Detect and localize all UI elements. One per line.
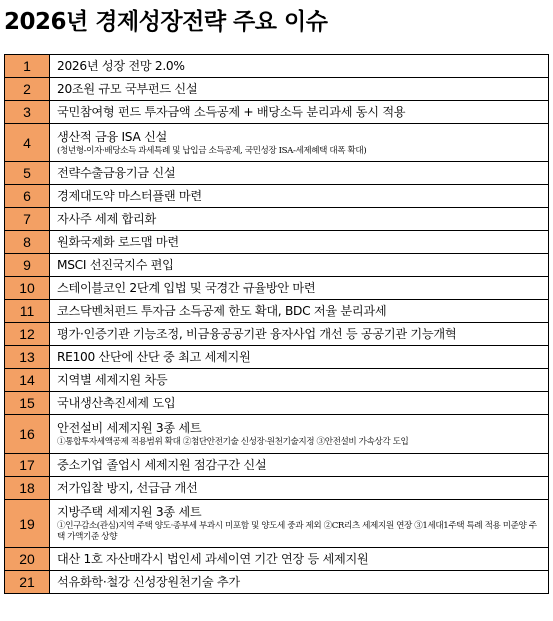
issue-cell [50, 277, 549, 300]
issue-cell [50, 392, 549, 415]
issue-cell [50, 300, 549, 323]
issue-number: 11 [5, 300, 50, 323]
issue-text: 국내생산촉진세제 도입 [57, 396, 176, 410]
issue-detail: (청년형-이자·배당소득 과세특례 및 납입금 소득공제, 국민성장 ISA-세제혜택 대폭 확대) [57, 145, 367, 156]
issue-number: 17 [5, 454, 50, 477]
issue-cell [50, 346, 549, 369]
issue-text: 스테이블코인 2단계 입법 및 국경간 규율방안 마련 [57, 281, 316, 295]
issue-text: 생산적 금융 ISA 신설 [57, 129, 168, 144]
issue-cell [50, 231, 549, 254]
issue-number: 7 [5, 208, 50, 231]
issue-number: 4 [5, 124, 50, 162]
issues-table-body [5, 55, 549, 594]
issue-row [5, 254, 549, 277]
issue-number: 19 [5, 500, 50, 548]
issue-text: MSCI 선진국지수 편입 [57, 258, 174, 272]
issue-number: 18 [5, 477, 50, 500]
issue-row [5, 369, 549, 392]
issue-number: 2 [5, 78, 50, 101]
issue-cell [50, 454, 549, 477]
issue-row [5, 323, 549, 346]
issue-row [5, 162, 549, 185]
issue-cell [50, 208, 549, 231]
issue-number: 1 [5, 55, 50, 78]
issue-row [5, 300, 549, 323]
issue-number: 9 [5, 254, 50, 277]
issue-text: 전략수출금융기금 신설 [57, 166, 176, 180]
issue-number: 15 [5, 392, 50, 415]
issue-row [5, 477, 549, 500]
issue-text: 저가입찰 방지, 선급금 개선 [57, 481, 198, 495]
issue-detail: ①통합투자세액공제 적용범위 확대 ②첨단안전기술 신성장·원천기술지정 ③안전설비 가속상각 도입 [57, 437, 409, 447]
issue-cell [50, 415, 549, 454]
issue-cell [50, 162, 549, 185]
issue-row [5, 346, 549, 369]
issue-number: 20 [5, 548, 50, 571]
issue-text: 경제대도약 마스터플랜 마련 [57, 189, 202, 203]
issue-number: 6 [5, 185, 50, 208]
issue-cell [50, 323, 549, 346]
issue-number: 14 [5, 369, 50, 392]
issue-cell [50, 500, 549, 548]
issue-text: 대산 1호 자산매각시 법인세 과세이연 기간 연장 등 세제지원 [57, 552, 369, 566]
issue-text: 20조원 규모 국부펀드 신설 [57, 82, 198, 96]
issue-text: 안전설비 세제지원 3종 세트 [57, 421, 202, 435]
issue-cell [50, 477, 549, 500]
issue-row [5, 392, 549, 415]
issue-number: 16 [5, 415, 50, 454]
issue-detail: ①인구감소(관심)지역 주택 양도·종부세 부과시 미포함 및 양도세 중과 제외 ②CR리츠 세제지원 연장 ③1세대1주택 특례 적용 미준양 주택 가액기준 상향 [57, 521, 537, 542]
issue-row [5, 500, 549, 548]
issue-text: 석유화학·철강 신성장원천기술 추가 [57, 575, 240, 589]
issue-number: 8 [5, 231, 50, 254]
issue-cell [50, 55, 549, 78]
issue-row [5, 231, 549, 254]
issue-text: 코스닥벤처펀드 투자금 소득공제 한도 확대, BDC 저율 분리과세 [57, 304, 387, 318]
issue-text: 지방주택 세제지원 3종 세트 [57, 505, 202, 519]
issue-row [5, 55, 549, 78]
issue-number: 21 [5, 571, 50, 594]
issue-number: 10 [5, 277, 50, 300]
issue-row [5, 571, 549, 594]
issue-text: 2026년 성장 전망 2.0% [57, 59, 185, 73]
issue-cell [50, 124, 549, 162]
issue-number: 13 [5, 346, 50, 369]
issue-cell [50, 101, 549, 124]
issue-text: 중소기업 졸업시 세제지원 점감구간 신설 [57, 458, 267, 472]
issue-cell [50, 369, 549, 392]
issue-text: 평가·인증기관 기능조정, 비금융공공기관 융자사업 개선 등 공공기관 기능개혁 [57, 327, 457, 341]
issue-row [5, 185, 549, 208]
issue-cell [50, 254, 549, 277]
issue-cell [50, 571, 549, 594]
issue-number: 5 [5, 162, 50, 185]
issue-text: RE100 산단에 산단 중 최고 세제지원 [57, 350, 251, 364]
issues-table [4, 54, 549, 594]
issue-text: 국민참여형 펀드 투자금액 소득공제 + 배당소득 분리과세 동시 적용 [57, 105, 406, 119]
issue-row [5, 548, 549, 571]
issue-text: 지역별 세제지원 차등 [57, 373, 168, 387]
page-title: 2026년 경제성장전략 주요 이슈 [4, 9, 328, 35]
issue-number: 12 [5, 323, 50, 346]
issue-text: 원화국제화 로드맵 마련 [57, 235, 179, 249]
issue-cell [50, 78, 549, 101]
issue-row [5, 124, 549, 162]
issue-row [5, 208, 549, 231]
issue-row [5, 415, 549, 454]
issue-row [5, 101, 549, 124]
issue-text: 자사주 세제 합리화 [57, 212, 156, 226]
issue-row [5, 277, 549, 300]
issue-row [5, 78, 549, 101]
issue-number: 3 [5, 101, 50, 124]
issue-cell [50, 185, 549, 208]
issue-cell [50, 548, 549, 571]
issue-row [5, 454, 549, 477]
